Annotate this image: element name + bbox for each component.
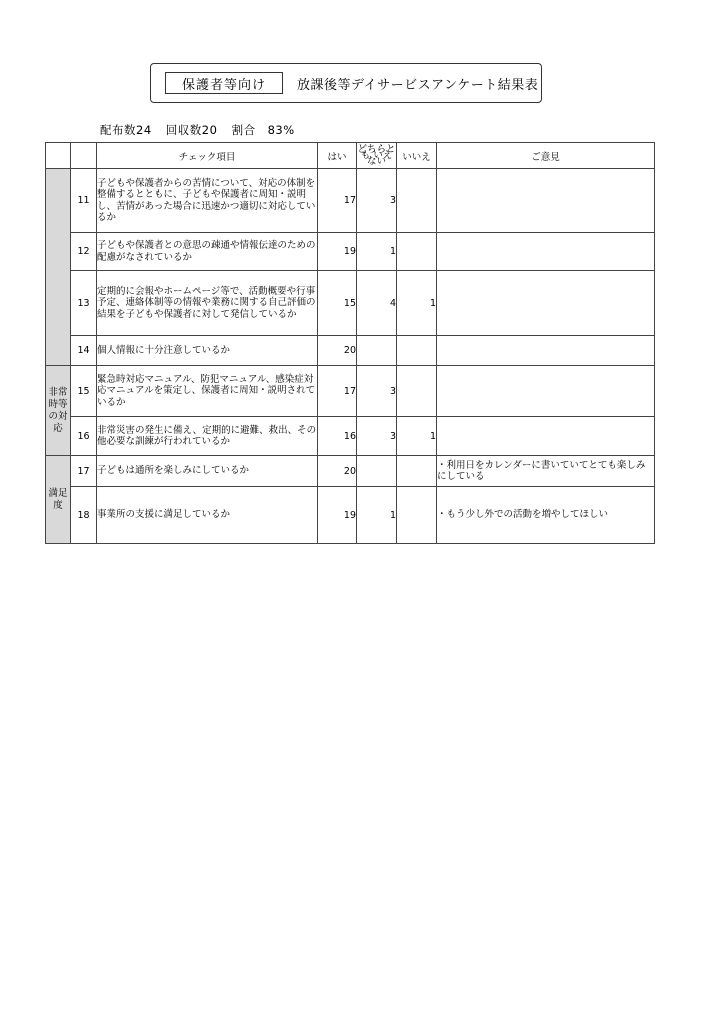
check-item: 子どもや保護者との意思の疎通や情報伝達のための配慮がなされているか — [97, 233, 318, 271]
neither-count — [357, 336, 397, 366]
category-emergency: 非常時等の対応 — [46, 366, 71, 456]
no-count: 1 — [397, 417, 437, 456]
table-row — [46, 456, 655, 487]
opinion — [437, 417, 655, 456]
title-box — [150, 63, 542, 103]
collected-count: 回収数20 — [165, 123, 218, 137]
category-satisfaction: 満足度 — [46, 456, 71, 544]
yes-count: 17 — [318, 366, 357, 417]
table-row — [46, 417, 655, 456]
table-row — [46, 233, 655, 271]
row-number: 16 — [71, 417, 97, 456]
opinion — [437, 271, 655, 336]
no-count: 1 — [397, 271, 437, 336]
opinion — [437, 336, 655, 366]
response-ratio: 割合 83% — [231, 123, 295, 137]
table-row — [46, 487, 655, 544]
neither-count: 1 — [357, 487, 397, 544]
check-item: 個人情報に十分注意しているか — [97, 336, 318, 366]
yes-count: 20 — [318, 336, 357, 366]
table-row — [46, 169, 655, 233]
opinion: ・もう少し外での活動を増やしてほしい — [437, 487, 655, 544]
yes-count: 16 — [318, 417, 357, 456]
table-row — [46, 366, 655, 417]
row-number: 15 — [71, 366, 97, 417]
audience-label: 保護者等向け — [165, 72, 283, 94]
opinion — [437, 169, 655, 233]
yes-count: 19 — [318, 233, 357, 271]
row-number: 11 — [71, 169, 97, 233]
check-item: 子どもや保護者からの苦情について、対応の体制を整備するとともに、子どもや保護者に周知・説明し、苦情があった場合に迅速かつ適切に対応しているか — [97, 169, 318, 233]
no-count — [397, 169, 437, 233]
neither-count: 3 — [357, 169, 397, 233]
yes-header: はい — [318, 143, 357, 169]
neither-header: どちらとも いえない — [357, 143, 396, 167]
check-item: 事業所の支援に満足しているか — [97, 487, 318, 544]
neither-count — [357, 456, 397, 487]
results-table — [45, 142, 655, 544]
no-header: いいえ — [397, 143, 437, 169]
opinion — [437, 233, 655, 271]
document-title: 放課後等デイサービスアンケート結果表 — [297, 78, 539, 93]
neither-count: 3 — [357, 417, 397, 456]
no-count — [397, 336, 437, 366]
number-header — [71, 143, 97, 169]
table-row — [46, 336, 655, 366]
check-item: 定期的に会報やホームページ等で、活動概要や行事予定、連絡体制等の情報や業務に関する自己評価の結果を子どもや保護者に対して発信しているか — [97, 271, 318, 336]
category-cell-blank — [46, 169, 71, 366]
no-count — [397, 456, 437, 487]
opinion-header: ご意見 — [437, 143, 655, 169]
row-number: 18 — [71, 487, 97, 544]
row-number: 17 — [71, 456, 97, 487]
no-count — [397, 233, 437, 271]
check-item-header: チェック項目 — [97, 143, 318, 169]
category-header — [46, 143, 71, 169]
no-count — [397, 487, 437, 544]
opinion — [437, 366, 655, 417]
distributed-count: 配布数24 — [100, 123, 152, 137]
table-row — [46, 271, 655, 336]
header-row — [46, 143, 655, 169]
neither-count: 4 — [357, 271, 397, 336]
check-item: 緊急時対応マニュアル、防犯マニュアル、感染症対応マニュアルを策定し、保護者に周知・説明されているか — [97, 366, 318, 417]
check-item: 子どもは通所を楽しみにしているか — [97, 456, 318, 487]
neither-count: 1 — [357, 233, 397, 271]
yes-count: 20 — [318, 456, 357, 487]
no-count — [397, 366, 437, 417]
opinion: ・利用日をカレンダーに書いていてとても楽しみにしている — [437, 456, 655, 487]
neither-count: 3 — [357, 366, 397, 417]
yes-count: 17 — [318, 169, 357, 233]
yes-count: 19 — [318, 487, 357, 544]
row-number: 13 — [71, 271, 97, 336]
row-number: 12 — [71, 233, 97, 271]
survey-stats — [100, 122, 305, 138]
check-item: 非常災害の発生に備え、定期的に避難、救出、その他必要な訓練が行われているか — [97, 417, 318, 456]
row-number: 14 — [71, 336, 97, 366]
yes-count: 15 — [318, 271, 357, 336]
